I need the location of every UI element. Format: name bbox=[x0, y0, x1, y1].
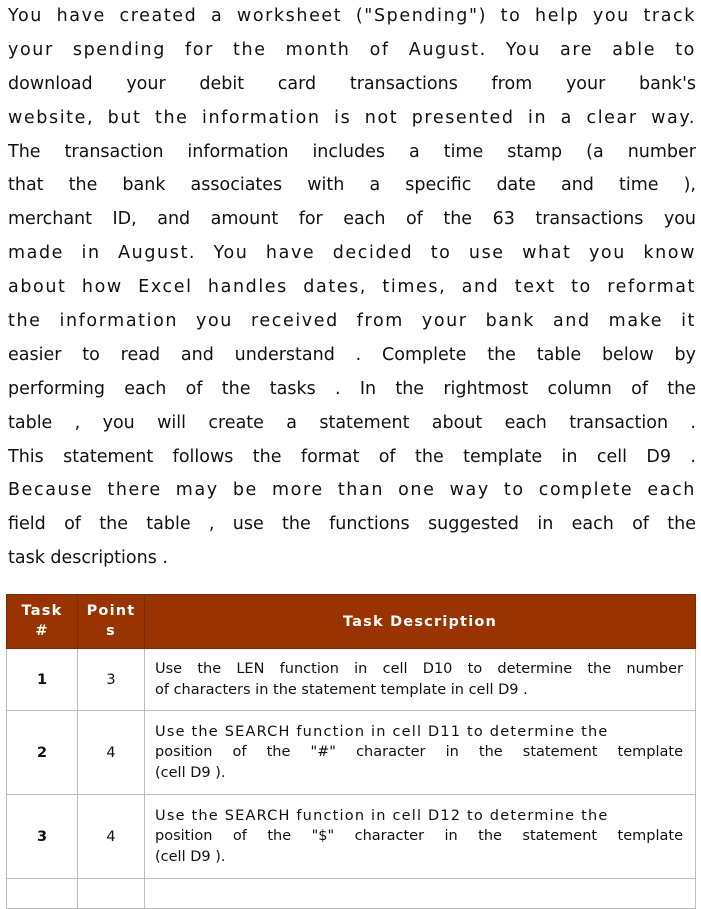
task-description-cell bbox=[145, 649, 696, 711]
instructions-line: You have created a worksheet ("Spending") to help you track bbox=[8, 6, 696, 26]
instructions-line: task descriptions . bbox=[8, 548, 168, 569]
table-header-row bbox=[7, 595, 696, 649]
table-row bbox=[7, 711, 696, 795]
task-description-line: Use the LEN function in cell D10 to determine the number bbox=[155, 661, 683, 677]
task-description-line: position of the "#" character in the statement template bbox=[155, 744, 683, 761]
table-row bbox=[7, 649, 696, 711]
task-description-cell bbox=[145, 795, 696, 879]
instructions-line: made in August. You have decided to use what you know bbox=[8, 243, 696, 264]
task-description-line: Use the SEARCH function in cell D11 to determine the bbox=[155, 723, 609, 740]
instructions-line: performing each of the tasks . In the rightmost column of the bbox=[8, 378, 696, 399]
instructions-line: your spending for the month of August. You are able to bbox=[8, 39, 696, 60]
task-description-line: (cell D9 ). bbox=[155, 764, 226, 781]
header-task-description: Task Description bbox=[145, 595, 696, 649]
points-cell: 4 bbox=[78, 795, 145, 879]
task-description-cell bbox=[145, 879, 696, 909]
instructions-line: This statement follows the format of the template in cell D9 . bbox=[8, 446, 696, 467]
task-description-line: (cell D9 ). bbox=[155, 848, 226, 865]
instructions-line: easier to read and understand . Complete the table below by bbox=[8, 344, 696, 365]
task-description-line: position of the "$" character in the statement template bbox=[155, 828, 683, 845]
task-number-cell: 2 bbox=[7, 711, 78, 795]
instructions-line: table , you will create a statement about each transaction . bbox=[8, 412, 696, 433]
instructions-line: website, but the information is not presented in a clear way. bbox=[8, 107, 696, 128]
table-row bbox=[7, 795, 696, 879]
instructions-line: about how Excel handles dates, times, and text to reformat bbox=[8, 277, 696, 298]
task-number-cell: 1 bbox=[7, 649, 78, 711]
task-number-cell: 3 bbox=[7, 795, 78, 879]
instructions-line: The transaction information includes a time stamp (a number bbox=[8, 141, 696, 162]
header-task-number: Task # bbox=[7, 595, 78, 649]
task-description-line: of characters in the statement template in cell D9 . bbox=[155, 681, 528, 698]
instructions-line: merchant ID, and amount for each of the 63 transactions you bbox=[8, 209, 696, 230]
table-row bbox=[7, 879, 696, 909]
instructions-line: that the bank associates with a specific date and time ), bbox=[8, 175, 696, 196]
instructions-line: download your debit card transactions from your bank's bbox=[8, 73, 696, 94]
task-description-cell bbox=[145, 711, 696, 795]
points-cell bbox=[78, 879, 145, 909]
instructions-line: Because there may be more than one way to complete each bbox=[8, 480, 696, 501]
instructions-line: field of the table , use the functions suggested in each of the bbox=[8, 514, 696, 535]
instructions-line: the information you received from your bank and make it bbox=[8, 311, 696, 332]
task-description-line: Use the SEARCH function in cell D12 to determine the bbox=[155, 807, 609, 824]
instructions-paragraph bbox=[8, 0, 696, 576]
points-cell: 4 bbox=[78, 711, 145, 795]
header-points: Point s bbox=[78, 595, 145, 649]
task-table bbox=[6, 594, 696, 909]
points-cell: 3 bbox=[78, 649, 145, 711]
task-number-cell bbox=[7, 879, 78, 909]
